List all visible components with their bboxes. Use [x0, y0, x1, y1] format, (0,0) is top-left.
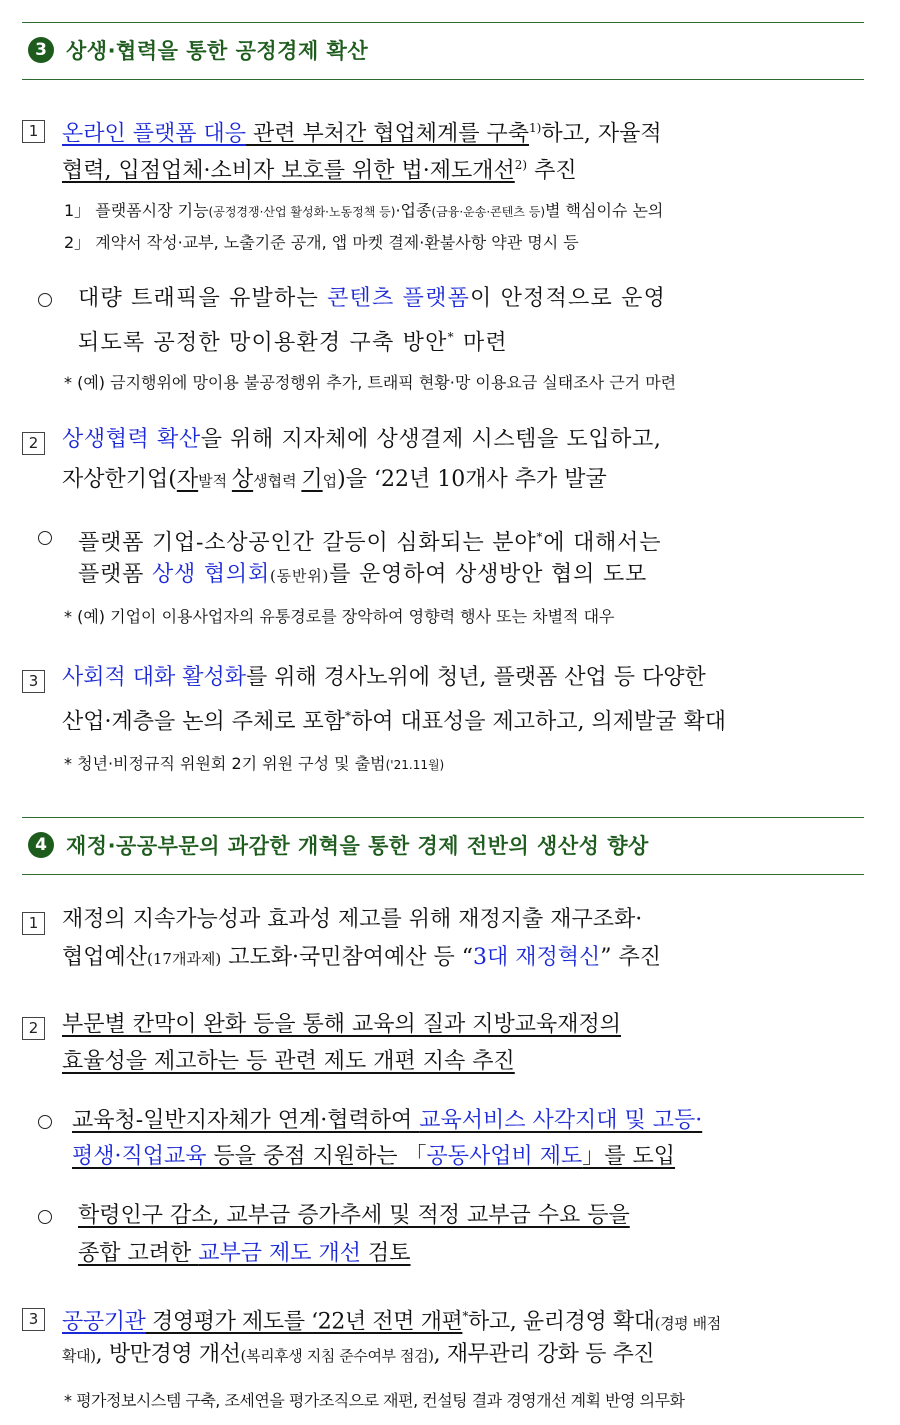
item-3-1-line-1: 온라인 플랫폼 대응 관련 부처간 협업체계를 구축$^{1)}$하고, 자율적: [62, 121, 662, 147]
bullet-4-1-line-1: 교육청-일반지자체가 연계·협력하여 교육서비스 사각지대 및 고등·: [72, 1108, 703, 1133]
item-4-2-line-2: 효율성을 제고하는 등 관련 제도 개편 지속 추진: [62, 1049, 515, 1074]
item-4-3-box: 3: [22, 1308, 45, 1331]
footnote-3-1-1: 1」 플랫폼시장 기능(공정경쟁·산업 활성화·노동정책 등)·업종(금융·운송·콘텐츠 등)별 핵심이슈 논의: [64, 201, 664, 220]
bullet-3-2-line-1: 플랫폼 기업-소상공인간 갈등이 심화되는 분야*에 대해서는: [78, 530, 662, 556]
section-4-title: 재정·공공부문의 과감한 개혁을 통한 경제 전반의 생산성 향상: [66, 834, 649, 858]
bullet-3-1-line-1: 대량 트래픽을 유발하는 콘텐츠 플랫폼이 안정적으로 운영: [78, 286, 667, 311]
item-4-2-box: 2: [22, 1017, 45, 1040]
item-4-1-box: 1: [22, 912, 45, 935]
item-4-1-line-2: 협업예산(17개과제) 고도화·국민참여예산 등 “3대 재정혁신” 추진: [62, 945, 662, 970]
bullet-4-2-line-2: 종합 고려한 교부금 제도 개선 검토: [78, 1241, 411, 1266]
section-3-header: [22, 22, 864, 80]
section-4-number: 4: [28, 832, 54, 858]
item-3-3-line-2: 산업·계층을 논의 주체로 포함*하여 대표성을 제고하고, 의제발굴 확대: [62, 709, 726, 735]
item-4-1-line-1: 재정의 지속가능성과 효과성 제고를 위해 재정지출 재구조화·: [62, 907, 643, 932]
bullet-4-2-line-1: 학령인구 감소, 교부금 증가추세 및 적정 교부금 수요 등을: [78, 1203, 630, 1228]
footnote-3-1-star: * (예) 금지행위에 망이용 불공정행위 추가, 트래픽 현황·망 이용요금 실태조사 근거 마련: [64, 373, 677, 392]
item-3-1-box: 1: [22, 120, 45, 143]
item-3-1-line-2: 협력, 입점업체·소비자 보호를 위한 법·제도개선$^{2)}$ 추진: [62, 158, 577, 184]
bullet-3-1-line-2: 되도록 공정한 망이용환경 구축 방안* 마련: [78, 330, 508, 356]
footnote-3-3-star: * 청년·비정규직 위원회 2기 위원 구성 및 출범('21.11월): [64, 754, 445, 773]
item-3-2-box: 2: [22, 432, 45, 455]
bullet-circle-icon: [38, 1210, 52, 1224]
item-4-2-line-1: 부문별 칸막이 완화 등을 통해 교육의 질과 지방교육재정의: [62, 1012, 622, 1037]
section-4-header: [22, 817, 864, 875]
bullet-4-1-line-2: 평생·직업교육 등을 중점 지원하는 「공동사업비 제도」를 도입: [72, 1144, 676, 1169]
item-3-3-line-1: 사회적 대화 활성화를 위해 경사노위에 청년, 플랫폼 산업 등 다양한: [62, 665, 706, 690]
bullet-3-2-line-2: 플랫폼 상생 협의회(동반위)를 운영하여 상생방안 협의 도모: [78, 562, 648, 587]
section-3-title: 상생·협력을 통한 공정경제 확산: [66, 39, 369, 63]
item-3-2-line-1: 상생협력 확산을 위해 지자체에 상생결제 시스템을 도입하고,: [62, 427, 662, 452]
bullet-circle-icon: [38, 531, 52, 545]
bullet-circle-icon: [38, 1115, 52, 1129]
footnote-3-2-star: * (예) 기업이 이용사업자의 유통경로를 장악하여 영향력 행사 또는 차별적 대우: [64, 607, 615, 626]
item-4-3-line-1: 공공기관 경영평가 제도를 ‘22년 전면 개편*하고, 윤리경영 확대(경평 배점: [62, 1309, 721, 1335]
item-4-3-line-2: 확대), 방만경영 개선(복리후생 지침 준수여부 점검), 재무관리 강화 등 추진: [62, 1342, 655, 1367]
section-3-number: 3: [28, 37, 54, 63]
online-platform-text: 온라인 플랫폼 대응: [62, 121, 247, 147]
bullet-circle-icon: [38, 293, 52, 307]
item-3-2-line-2: 자상한기업(자발적 상생협력 기업)을 ‘22년 10개사 추가 발굴: [62, 467, 607, 492]
footnote-4-3-star: * 평가정보시스템 구축, 조세연을 평가조직으로 재편, 컨설팅 결과 경영개선 계획 반영 의무화: [64, 1391, 685, 1410]
item-3-3-box: 3: [22, 670, 45, 693]
footnote-3-1-2: 2」 계약서 작성·교부, 노출기준 공개, 앱 마켓 결제·환불사항 약관 명시 등: [64, 233, 579, 252]
